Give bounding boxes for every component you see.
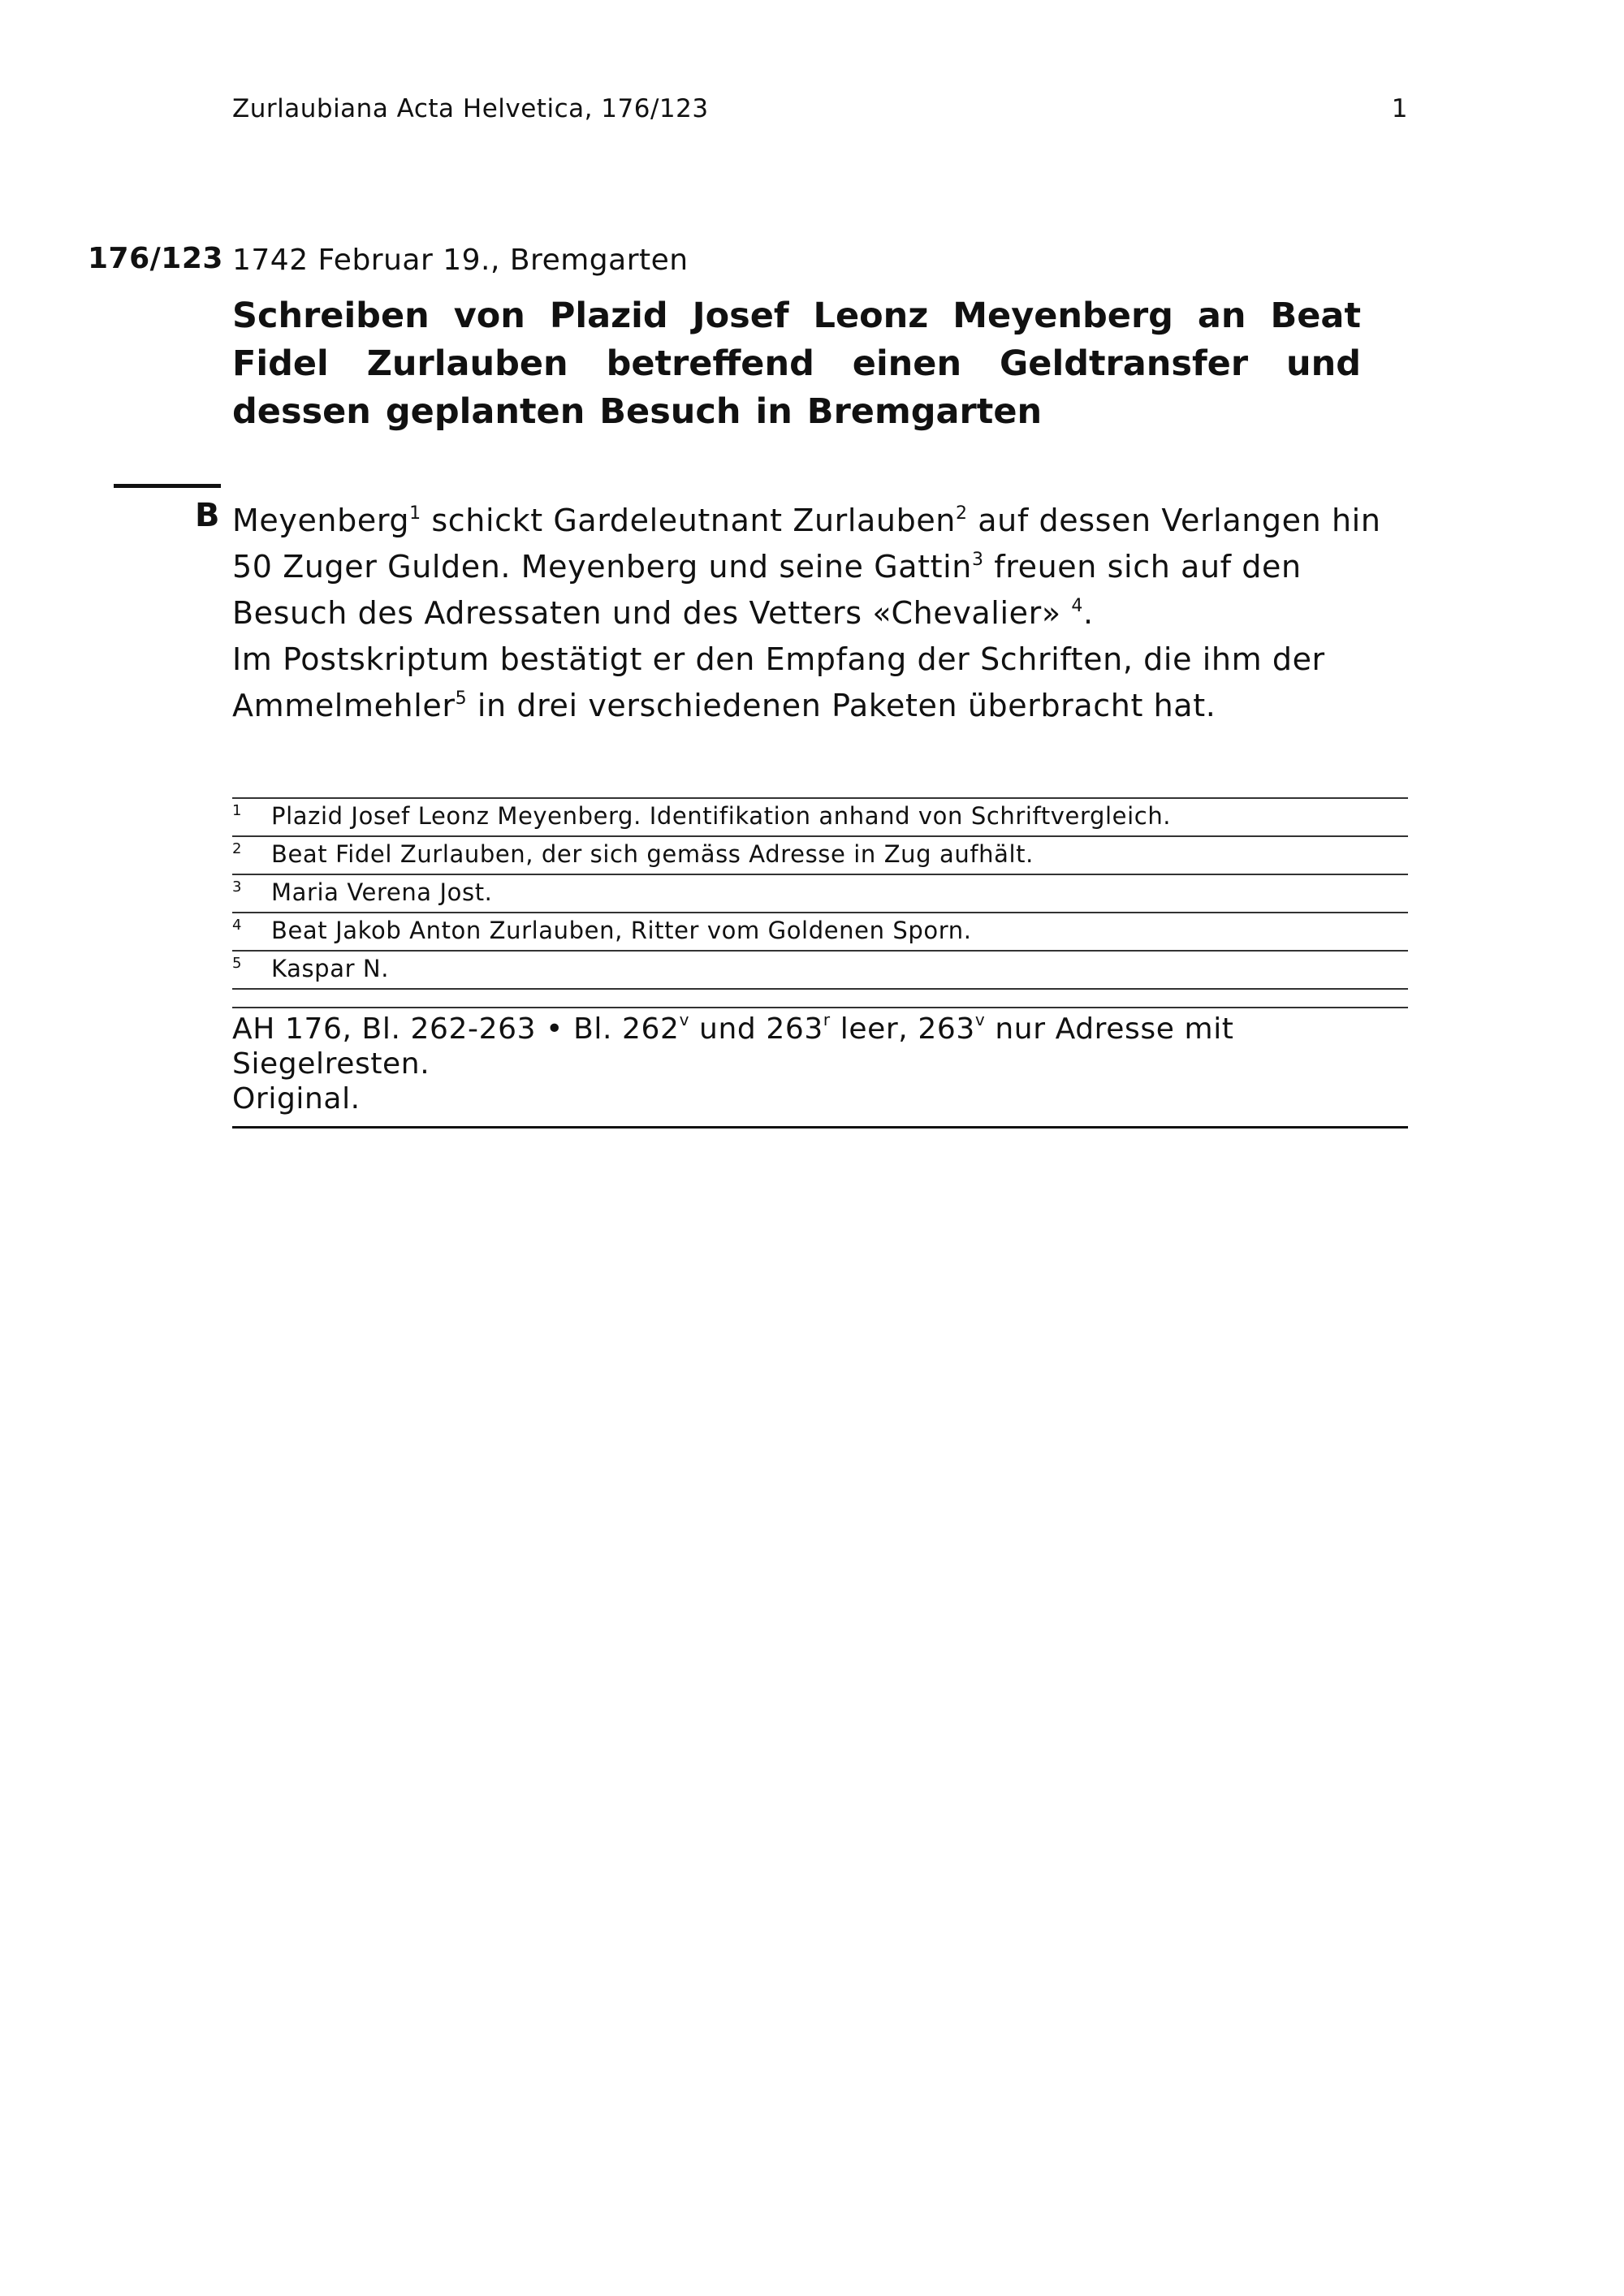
footnote-item	[232, 913, 1408, 952]
footnote-text: Maria Verena Jost.	[271, 878, 493, 906]
footnote-item	[232, 875, 1408, 913]
source-reference	[232, 1007, 1408, 1129]
series-title: Zurlaubiana Acta Helvetica, 176/123	[232, 94, 709, 123]
footnote-ref[interactable]: 5	[455, 688, 468, 709]
regest-text	[232, 498, 1418, 729]
regest-paragraph-2: Im Postskriptum bestätigt er den Empfang der Schriften, die ihm der Ammelmehler$^5$ in drei verschiedenen Paketen überbracht hat.	[232, 641, 1325, 723]
page-number: 1	[1391, 94, 1408, 123]
footnote-item	[232, 837, 1408, 875]
footnote-number: 3	[232, 878, 243, 896]
footnotes	[232, 797, 1408, 990]
date-place: 1742 Februar 19., Bremgarten	[232, 244, 689, 277]
section-rule	[114, 484, 221, 488]
footnote-text: Beat Jakob Anton Zurlauben, Ritter vom Goldenen Sporn.	[271, 917, 972, 944]
footnote-item	[232, 799, 1408, 837]
footnote-text: Beat Fidel Zurlauben, der sich gemäss Adresse in Zug aufhält.	[271, 840, 1034, 868]
footnote-number: 5	[232, 955, 243, 972]
footnote-ref[interactable]: 4	[1071, 596, 1083, 616]
regest-label: B	[195, 497, 220, 534]
running-head	[232, 94, 1408, 123]
footnote-ref[interactable]: 3	[971, 550, 984, 570]
footnote-ref[interactable]: 2	[955, 503, 968, 524]
source-line-1: AH 176, Bl. 262-263 • Bl. 262$^v$ und 263$^r$ leer, 263$^v$ nur Adresse mit Siegelresten.	[232, 1010, 1234, 1081]
footnote-number: 1	[232, 802, 243, 819]
footnote-number: 4	[232, 917, 243, 934]
record-title: Schreiben von Plazid Josef Leonz Meyenberg an Beat Fidel Zurlauben betreffend einen Geldtransfer und dessen geplanten Besuch in Bremgarten	[232, 296, 1361, 432]
record-number: 176/123	[88, 242, 223, 275]
footnote-number: 2	[232, 840, 243, 857]
source-line-2: Original.	[232, 1082, 361, 1116]
footnote-text: Kaspar N.	[271, 955, 390, 982]
footnote-text: Plazid Josef Leonz Meyenberg. Identifikation anhand von Schriftvergleich.	[271, 802, 1172, 830]
footnote-item	[232, 952, 1408, 990]
regest-paragraph-1: Meyenberg$^1$ schickt Gardeleutnant Zurlauben$^2$ auf dessen Verlangen hin 50 Zuger Gulden. Meyenberg und seine Gattin$^3$ freuen sich auf den Besuch des Adressaten und des Vetters «Chevalier» $^4$.	[232, 503, 1381, 631]
footnote-ref[interactable]: 1	[409, 503, 421, 524]
